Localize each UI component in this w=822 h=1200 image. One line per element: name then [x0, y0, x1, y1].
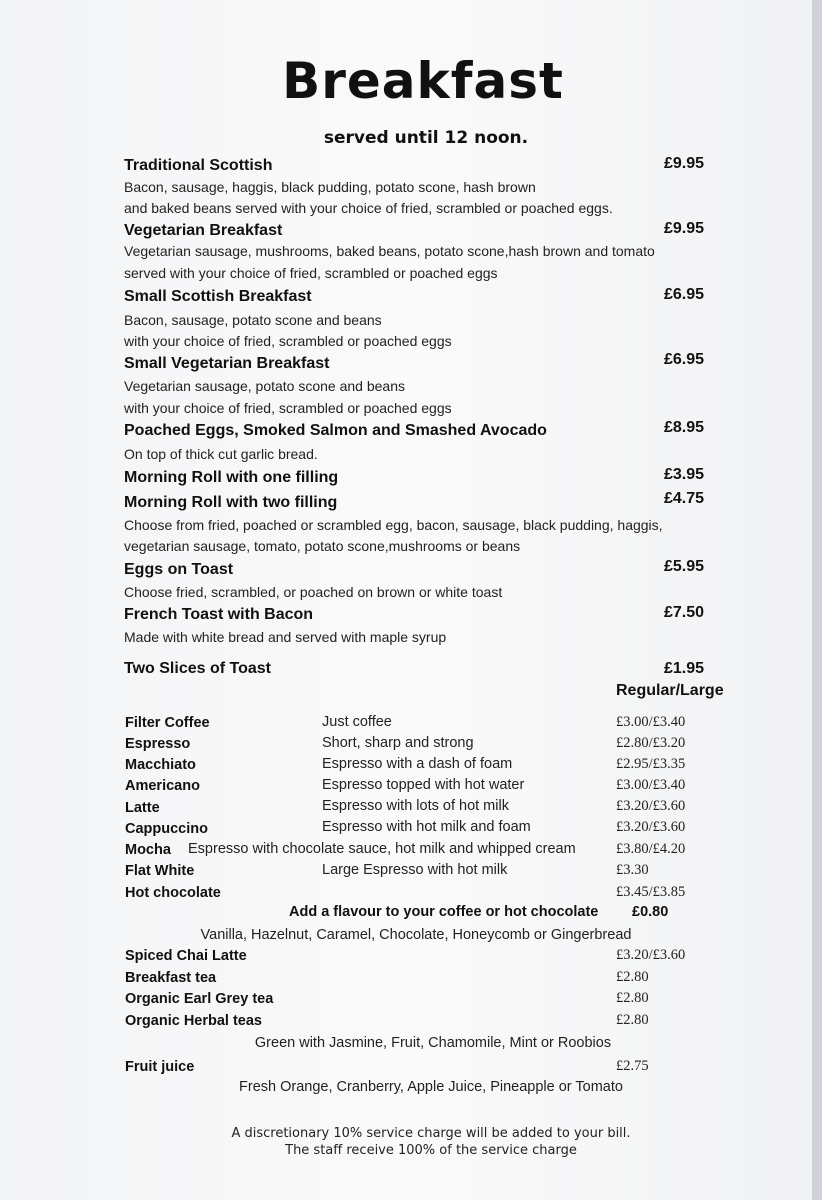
menu-item-price: £5.95	[664, 558, 705, 575]
drink-price: £2.80	[616, 969, 649, 985]
flavour-label: Add a flavour to your coffee or hot chocolate	[289, 904, 599, 920]
drink-desc: Espresso with lots of hot milk	[322, 798, 509, 814]
menu-item-price: £6.95	[664, 351, 705, 368]
menu-item-price: £9.95	[664, 220, 705, 237]
page-subtitle: served until 12 noon.	[323, 128, 529, 148]
menu-item-name: Morning Roll with two filling	[124, 494, 338, 511]
menu-item-name: Traditional Scottish	[124, 157, 273, 174]
menu-item-desc: with your choice of fried, scrambled or poached eggs	[124, 400, 452, 416]
menu-item-name: Eggs on Toast	[124, 561, 234, 578]
drink-name: Americano	[125, 778, 200, 794]
menu-item-desc: vegetarian sausage, tomato, potato scone,mushrooms or beans	[124, 538, 521, 554]
drink-name: Macchiato	[125, 757, 196, 773]
flavour-options: Vanilla, Hazelnut, Caramel, Chocolate, Honeycomb or Gingerbread	[200, 927, 632, 943]
menu-item-desc: Choose fried, scrambled, or poached on brown or white toast	[124, 584, 503, 600]
menu-item-price: £8.95	[664, 419, 705, 436]
menu-item-desc: served with your choice of fried, scrambled or poached eggs	[124, 265, 498, 281]
drink-name: Hot chocolate	[125, 885, 221, 901]
drink-name: Filter Coffee	[125, 715, 210, 731]
menu-item-name: French Toast with Bacon	[124, 606, 314, 623]
menu-item-desc: Vegetarian sausage, potato scone and beans	[124, 378, 405, 394]
menu-item-name: Small Vegetarian Breakfast	[124, 355, 330, 372]
drink-name: Espresso	[125, 736, 191, 752]
drink-price: £3.20/£3.60	[616, 947, 686, 963]
menu-item-desc: Bacon, sausage, haggis, black pudding, potato scone, hash brown	[124, 179, 536, 195]
drink-desc: Espresso with chocolate sauce, hot milk and whipped cream	[188, 841, 576, 857]
staff-note: The staff receive 100% of the service charge	[285, 1143, 577, 1158]
menu-item-desc: Vegetarian sausage, mushrooms, baked beans, potato scone,hash brown and tomato	[124, 243, 655, 259]
menu-item-name: Vegetarian Breakfast	[124, 222, 283, 239]
menu-item-desc: Bacon, sausage, potato scone and beans	[124, 312, 382, 328]
drink-price: £3.80/£4.20	[616, 841, 686, 857]
drink-price: £2.80	[616, 990, 649, 1006]
service-charge-note: A discretionary 10% service charge will be added to your bill.	[231, 1126, 631, 1141]
drink-name: Organic Herbal teas	[125, 1013, 262, 1029]
menu-item-name: Poached Eggs, Smoked Salmon and Smashed Avocado	[124, 422, 547, 439]
drink-price: £2.80/£3.20	[616, 735, 686, 751]
drink-price: £3.20/£3.60	[616, 798, 686, 814]
menu-item-price: £3.95	[664, 466, 705, 483]
drink-price: £3.45/£3.85	[616, 884, 686, 900]
menu-item-price: £6.95	[664, 286, 705, 303]
drink-name: Breakfast tea	[125, 970, 217, 986]
drink-price: £2.95/£3.35	[616, 756, 686, 772]
menu-item-desc: with your choice of fried, scrambled or poached eggs	[124, 333, 452, 349]
menu-item-price: £9.95	[664, 155, 705, 172]
drink-price: £2.80	[616, 1012, 649, 1028]
drink-name: Organic Earl Grey tea	[125, 991, 274, 1007]
menu-item-price: £7.50	[664, 604, 705, 621]
drink-name: Latte	[125, 800, 160, 816]
menu-item-name: Morning Roll with one filling	[124, 469, 339, 486]
drink-price: £2.75	[616, 1058, 649, 1074]
drink-name: Fruit juice	[125, 1059, 195, 1075]
drink-desc: Just coffee	[322, 714, 392, 730]
page-edge	[812, 0, 822, 1200]
drink-price: £3.30	[616, 862, 649, 878]
menu-item-desc: On top of thick cut garlic bread.	[124, 446, 318, 462]
juice-options: Fresh Orange, Cranberry, Apple Juice, Pineapple or Tomato	[239, 1079, 623, 1095]
menu-item-name: Two Slices of Toast	[124, 660, 271, 677]
drink-desc: Espresso with a dash of foam	[322, 756, 513, 772]
menu-item-price: £1.95	[664, 660, 705, 677]
page-title: Breakfast	[282, 52, 564, 110]
drink-name: Cappuccino	[125, 821, 208, 837]
herbal-options: Green with Jasmine, Fruit, Chamomile, Mint or Roobios	[254, 1035, 612, 1051]
drink-price: £3.20/£3.60	[616, 819, 686, 835]
flavour-price: £0.80	[632, 904, 669, 920]
drink-name: Spiced Chai Latte	[125, 948, 247, 964]
drink-desc: Espresso topped with hot water	[322, 777, 525, 793]
menu-item-desc: and baked beans served with your choice of fried, scrambled or poached eggs.	[124, 200, 613, 216]
menu-item-desc: Made with white bread and served with maple syrup	[124, 629, 447, 645]
drink-desc: Espresso with hot milk and foam	[322, 819, 531, 835]
drink-desc: Short, sharp and strong	[322, 735, 474, 751]
drink-name: Mocha	[125, 842, 171, 858]
drink-name: Flat White	[125, 863, 195, 879]
drink-price: £3.00/£3.40	[616, 714, 686, 730]
menu-item-name: Small Scottish Breakfast	[124, 288, 312, 305]
drink-price: £3.00/£3.40	[616, 777, 686, 793]
menu-item-desc: Choose from fried, poached or scrambled egg, bacon, sausage, black pudding, haggis,	[124, 517, 663, 533]
drink-desc: Large Espresso with hot milk	[322, 862, 508, 878]
size-header: Regular/Large	[616, 682, 724, 699]
menu-item-price: £4.75	[664, 490, 705, 507]
